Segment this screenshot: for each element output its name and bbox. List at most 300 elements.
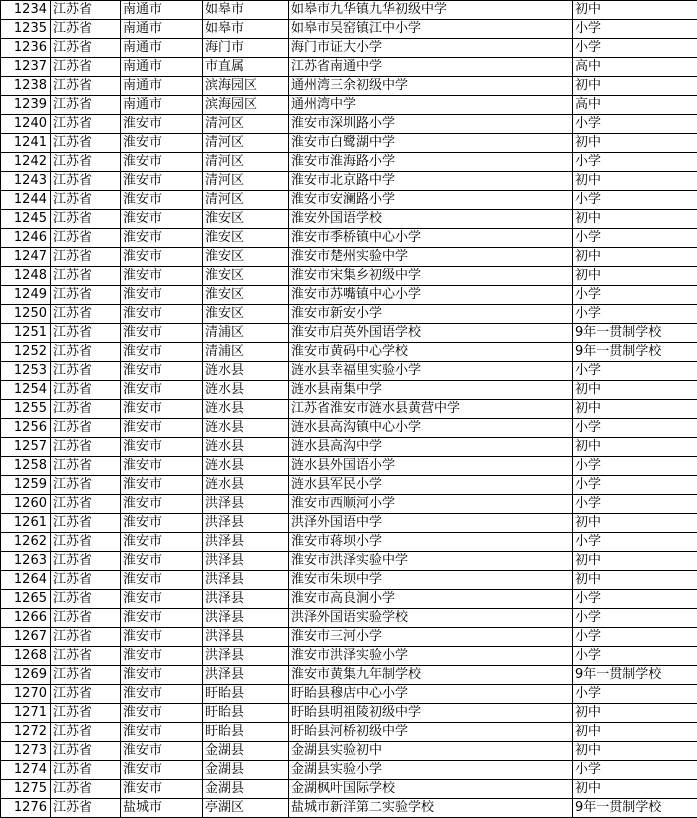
province-cell: 江苏省 xyxy=(51,571,121,590)
province-cell: 江苏省 xyxy=(51,115,121,134)
row-number-cell: 1264 xyxy=(1,571,51,590)
row-number-cell: 1237 xyxy=(1,58,51,77)
city-cell: 南通市 xyxy=(121,77,203,96)
school-name-cell: 江苏省南通中学 xyxy=(289,58,573,77)
school-name-cell: 淮安市淮海路小学 xyxy=(289,153,573,172)
row-number-cell: 1239 xyxy=(1,96,51,115)
school-name-cell: 淮安市洪泽实验小学 xyxy=(289,647,573,666)
row-number-cell: 1271 xyxy=(1,704,51,723)
school-level-cell: 初中 xyxy=(573,571,697,590)
school-level-cell: 小学 xyxy=(573,495,697,514)
province-cell: 江苏省 xyxy=(51,381,121,400)
district-cell: 洪泽县 xyxy=(203,647,289,666)
school-level-cell: 初中 xyxy=(573,172,697,191)
city-cell: 淮安市 xyxy=(121,210,203,229)
city-cell: 淮安市 xyxy=(121,666,203,685)
district-cell: 清河区 xyxy=(203,153,289,172)
province-cell: 江苏省 xyxy=(51,362,121,381)
district-cell: 涟水县 xyxy=(203,438,289,457)
row-number-cell: 1268 xyxy=(1,647,51,666)
city-cell: 淮安市 xyxy=(121,742,203,761)
school-level-cell: 小学 xyxy=(573,628,697,647)
school-name-cell: 海门市证大小学 xyxy=(289,39,573,58)
school-name-cell: 如皋市吴窑镇江中小学 xyxy=(289,20,573,39)
province-cell: 江苏省 xyxy=(51,685,121,704)
province-cell: 江苏省 xyxy=(51,476,121,495)
province-cell: 江苏省 xyxy=(51,419,121,438)
row-number-cell: 1243 xyxy=(1,172,51,191)
school-level-cell: 小学 xyxy=(573,115,697,134)
school-level-cell: 小学 xyxy=(573,39,697,58)
row-number-cell: 1263 xyxy=(1,552,51,571)
district-cell: 洪泽县 xyxy=(203,590,289,609)
district-cell: 金湖县 xyxy=(203,780,289,799)
school-level-cell: 小学 xyxy=(573,286,697,305)
city-cell: 淮安市 xyxy=(121,476,203,495)
school-level-cell: 小学 xyxy=(573,229,697,248)
school-name-cell: 盱眙县河桥初级中学 xyxy=(289,723,573,742)
district-cell: 涟水县 xyxy=(203,419,289,438)
school-level-cell: 小学 xyxy=(573,153,697,172)
city-cell: 淮安市 xyxy=(121,495,203,514)
school-level-cell: 小学 xyxy=(573,476,697,495)
district-cell: 洪泽县 xyxy=(203,495,289,514)
school-level-cell: 初中 xyxy=(573,381,697,400)
city-cell: 淮安市 xyxy=(121,324,203,343)
school-name-cell: 通州湾三余初级中学 xyxy=(289,77,573,96)
table-row xyxy=(1,590,697,609)
province-cell: 江苏省 xyxy=(51,172,121,191)
city-cell: 淮安市 xyxy=(121,248,203,267)
school-name-cell: 金湖县实验初中 xyxy=(289,742,573,761)
school-level-cell: 初中 xyxy=(573,438,697,457)
row-number-cell: 1238 xyxy=(1,77,51,96)
table-row xyxy=(1,742,697,761)
school-level-cell: 初中 xyxy=(573,780,697,799)
city-cell: 淮安市 xyxy=(121,343,203,362)
school-name-cell: 淮安市宋集乡初级中学 xyxy=(289,267,573,286)
row-number-cell: 1269 xyxy=(1,666,51,685)
row-number-cell: 1245 xyxy=(1,210,51,229)
row-number-cell: 1242 xyxy=(1,153,51,172)
table-row xyxy=(1,153,697,172)
district-cell: 洪泽县 xyxy=(203,666,289,685)
school-name-cell: 淮安市黄码中心学校 xyxy=(289,343,573,362)
province-cell: 江苏省 xyxy=(51,77,121,96)
row-number-cell: 1248 xyxy=(1,267,51,286)
province-cell: 江苏省 xyxy=(51,704,121,723)
province-cell: 江苏省 xyxy=(51,761,121,780)
table-row xyxy=(1,704,697,723)
row-number-cell: 1249 xyxy=(1,286,51,305)
city-cell: 淮安市 xyxy=(121,457,203,476)
district-cell: 清浦区 xyxy=(203,324,289,343)
school-name-cell: 淮安市楚州实验中学 xyxy=(289,248,573,267)
district-cell: 如皋市 xyxy=(203,20,289,39)
province-cell: 江苏省 xyxy=(51,39,121,58)
province-cell: 江苏省 xyxy=(51,267,121,286)
city-cell: 淮安市 xyxy=(121,590,203,609)
school-level-cell: 小学 xyxy=(573,457,697,476)
row-number-cell: 1244 xyxy=(1,191,51,210)
school-name-cell: 洪泽外国语实验学校 xyxy=(289,609,573,628)
school-level-cell: 初中 xyxy=(573,704,697,723)
city-cell: 淮安市 xyxy=(121,761,203,780)
province-cell: 江苏省 xyxy=(51,590,121,609)
district-cell: 海门市 xyxy=(203,39,289,58)
district-cell: 亭湖区 xyxy=(203,799,289,818)
city-cell: 淮安市 xyxy=(121,780,203,799)
school-name-cell: 淮安市白鹭湖中学 xyxy=(289,134,573,153)
school-name-cell: 淮安市蒋坝小学 xyxy=(289,533,573,552)
district-cell: 洪泽县 xyxy=(203,514,289,533)
city-cell: 淮安市 xyxy=(121,533,203,552)
province-cell: 江苏省 xyxy=(51,286,121,305)
city-cell: 淮安市 xyxy=(121,267,203,286)
district-cell: 淮安区 xyxy=(203,305,289,324)
table-row xyxy=(1,780,697,799)
row-number-cell: 1253 xyxy=(1,362,51,381)
city-cell: 淮安市 xyxy=(121,571,203,590)
table-row xyxy=(1,457,697,476)
district-cell: 洪泽县 xyxy=(203,628,289,647)
school-name-cell: 淮安市高良涧小学 xyxy=(289,590,573,609)
row-number-cell: 1273 xyxy=(1,742,51,761)
district-cell: 涟水县 xyxy=(203,400,289,419)
province-cell: 江苏省 xyxy=(51,647,121,666)
district-cell: 清河区 xyxy=(203,191,289,210)
table-row xyxy=(1,134,697,153)
city-cell: 南通市 xyxy=(121,1,203,20)
school-level-cell: 初中 xyxy=(573,1,697,20)
row-number-cell: 1259 xyxy=(1,476,51,495)
school-level-cell: 小学 xyxy=(573,305,697,324)
school-name-cell: 涟水县外国语小学 xyxy=(289,457,573,476)
province-cell: 江苏省 xyxy=(51,799,121,818)
row-number-cell: 1272 xyxy=(1,723,51,742)
district-cell: 盱眙县 xyxy=(203,704,289,723)
district-cell: 淮安区 xyxy=(203,248,289,267)
row-number-cell: 1274 xyxy=(1,761,51,780)
district-cell: 盱眙县 xyxy=(203,723,289,742)
row-number-cell: 1275 xyxy=(1,780,51,799)
table-row xyxy=(1,476,697,495)
school-level-cell: 小学 xyxy=(573,590,697,609)
city-cell: 淮安市 xyxy=(121,153,203,172)
table-body xyxy=(1,1,697,818)
province-cell: 江苏省 xyxy=(51,628,121,647)
school-level-cell: 9年一贯制学校 xyxy=(573,666,697,685)
table-row xyxy=(1,267,697,286)
city-cell: 淮安市 xyxy=(121,552,203,571)
row-number-cell: 1254 xyxy=(1,381,51,400)
school-level-cell: 初中 xyxy=(573,210,697,229)
school-level-cell: 小学 xyxy=(573,609,697,628)
school-level-cell: 高中 xyxy=(573,58,697,77)
province-cell: 江苏省 xyxy=(51,438,121,457)
district-cell: 滨海园区 xyxy=(203,96,289,115)
city-cell: 淮安市 xyxy=(121,115,203,134)
school-level-cell: 小学 xyxy=(573,761,697,780)
district-cell: 清河区 xyxy=(203,115,289,134)
province-cell: 江苏省 xyxy=(51,400,121,419)
city-cell: 淮安市 xyxy=(121,172,203,191)
school-name-cell: 江苏省淮安市涟水县黄营中学 xyxy=(289,400,573,419)
province-cell: 江苏省 xyxy=(51,533,121,552)
school-level-cell: 高中 xyxy=(573,96,697,115)
table-row xyxy=(1,324,697,343)
table-row xyxy=(1,305,697,324)
row-number-cell: 1276 xyxy=(1,799,51,818)
school-name-cell: 涟水县幸福里实验小学 xyxy=(289,362,573,381)
province-cell: 江苏省 xyxy=(51,58,121,77)
table-row xyxy=(1,191,697,210)
district-cell: 清浦区 xyxy=(203,343,289,362)
school-level-cell: 小学 xyxy=(573,191,697,210)
city-cell: 淮安市 xyxy=(121,419,203,438)
province-cell: 江苏省 xyxy=(51,134,121,153)
school-name-cell: 淮安市新安小学 xyxy=(289,305,573,324)
table-row xyxy=(1,647,697,666)
table-row xyxy=(1,381,697,400)
district-cell: 如皋市 xyxy=(203,1,289,20)
school-name-cell: 淮安市三河小学 xyxy=(289,628,573,647)
school-name-cell: 涟水县高沟中学 xyxy=(289,438,573,457)
school-name-cell: 涟水县军民小学 xyxy=(289,476,573,495)
table-row xyxy=(1,495,697,514)
school-level-cell: 初中 xyxy=(573,742,697,761)
row-number-cell: 1270 xyxy=(1,685,51,704)
school-level-cell: 初中 xyxy=(573,514,697,533)
row-number-cell: 1247 xyxy=(1,248,51,267)
row-number-cell: 1265 xyxy=(1,590,51,609)
school-name-cell: 金湖县实验小学 xyxy=(289,761,573,780)
row-number-cell: 1262 xyxy=(1,533,51,552)
district-cell: 涟水县 xyxy=(203,476,289,495)
city-cell: 淮安市 xyxy=(121,704,203,723)
city-cell: 南通市 xyxy=(121,39,203,58)
district-cell: 涟水县 xyxy=(203,362,289,381)
table-row xyxy=(1,248,697,267)
district-cell: 洪泽县 xyxy=(203,571,289,590)
province-cell: 江苏省 xyxy=(51,666,121,685)
city-cell: 淮安市 xyxy=(121,514,203,533)
table-row xyxy=(1,400,697,419)
school-name-cell: 淮安市安澜路小学 xyxy=(289,191,573,210)
school-name-cell: 淮安市洪泽实验中学 xyxy=(289,552,573,571)
district-cell: 淮安区 xyxy=(203,229,289,248)
city-cell: 淮安市 xyxy=(121,362,203,381)
city-cell: 淮安市 xyxy=(121,647,203,666)
school-name-cell: 如皋市九华镇九华初级中学 xyxy=(289,1,573,20)
school-level-cell: 小学 xyxy=(573,362,697,381)
district-cell: 淮安区 xyxy=(203,210,289,229)
table-row xyxy=(1,723,697,742)
province-cell: 江苏省 xyxy=(51,552,121,571)
school-level-cell: 9年一贯制学校 xyxy=(573,324,697,343)
city-cell: 盐城市 xyxy=(121,799,203,818)
table-row xyxy=(1,229,697,248)
row-number-cell: 1236 xyxy=(1,39,51,58)
row-number-cell: 1260 xyxy=(1,495,51,514)
school-level-cell: 9年一贯制学校 xyxy=(573,343,697,362)
school-level-cell: 初中 xyxy=(573,77,697,96)
city-cell: 淮安市 xyxy=(121,134,203,153)
district-cell: 淮安区 xyxy=(203,267,289,286)
province-cell: 江苏省 xyxy=(51,723,121,742)
province-cell: 江苏省 xyxy=(51,324,121,343)
city-cell: 南通市 xyxy=(121,96,203,115)
province-cell: 江苏省 xyxy=(51,248,121,267)
row-number-cell: 1250 xyxy=(1,305,51,324)
table-row xyxy=(1,343,697,362)
school-name-cell: 淮安外国语学校 xyxy=(289,210,573,229)
row-number-cell: 1251 xyxy=(1,324,51,343)
school-name-cell: 盐城市新洋第二实验学校 xyxy=(289,799,573,818)
district-cell: 洪泽县 xyxy=(203,609,289,628)
school-name-cell: 淮安市启英外国语学校 xyxy=(289,324,573,343)
city-cell: 淮安市 xyxy=(121,609,203,628)
district-cell: 淮安区 xyxy=(203,286,289,305)
row-number-cell: 1258 xyxy=(1,457,51,476)
school-name-cell: 涟水县高沟镇中心小学 xyxy=(289,419,573,438)
school-name-cell: 淮安市西顺河小学 xyxy=(289,495,573,514)
province-cell: 江苏省 xyxy=(51,495,121,514)
table-row xyxy=(1,799,697,818)
table-row xyxy=(1,666,697,685)
school-name-cell: 淮安市北京路中学 xyxy=(289,172,573,191)
city-cell: 淮安市 xyxy=(121,400,203,419)
school-level-cell: 初中 xyxy=(573,723,697,742)
table-row xyxy=(1,39,697,58)
school-name-cell: 金湖枫叶国际学校 xyxy=(289,780,573,799)
school-name-cell: 淮安市黄集九年制学校 xyxy=(289,666,573,685)
district-cell: 清河区 xyxy=(203,172,289,191)
row-number-cell: 1267 xyxy=(1,628,51,647)
province-cell: 江苏省 xyxy=(51,780,121,799)
table-row xyxy=(1,761,697,780)
table-row xyxy=(1,58,697,77)
city-cell: 淮安市 xyxy=(121,381,203,400)
school-name-cell: 通州湾中学 xyxy=(289,96,573,115)
table-row xyxy=(1,210,697,229)
province-cell: 江苏省 xyxy=(51,343,121,362)
province-cell: 江苏省 xyxy=(51,305,121,324)
school-level-cell: 初中 xyxy=(573,267,697,286)
table-row xyxy=(1,96,697,115)
row-number-cell: 1235 xyxy=(1,20,51,39)
school-name-cell: 涟水县南集中学 xyxy=(289,381,573,400)
school-name-cell: 盱眙县明祖陵初级中学 xyxy=(289,704,573,723)
school-level-cell: 小学 xyxy=(573,20,697,39)
school-level-cell: 初中 xyxy=(573,552,697,571)
province-cell: 江苏省 xyxy=(51,457,121,476)
school-level-cell: 小学 xyxy=(573,685,697,704)
district-cell: 洪泽县 xyxy=(203,533,289,552)
city-cell: 淮安市 xyxy=(121,628,203,647)
table-row xyxy=(1,533,697,552)
school-level-cell: 9年一贯制学校 xyxy=(573,799,697,818)
school-name-cell: 淮安市朱坝中学 xyxy=(289,571,573,590)
row-number-cell: 1246 xyxy=(1,229,51,248)
school-level-cell: 小学 xyxy=(573,647,697,666)
school-level-cell: 小学 xyxy=(573,533,697,552)
school-name-cell: 淮安市季桥镇中心小学 xyxy=(289,229,573,248)
district-cell: 盱眙县 xyxy=(203,685,289,704)
district-cell: 涟水县 xyxy=(203,381,289,400)
city-cell: 淮安市 xyxy=(121,723,203,742)
school-level-cell: 初中 xyxy=(573,248,697,267)
table-row xyxy=(1,20,697,39)
city-cell: 南通市 xyxy=(121,58,203,77)
table-row xyxy=(1,172,697,191)
table-row xyxy=(1,685,697,704)
province-cell: 江苏省 xyxy=(51,1,121,20)
city-cell: 淮安市 xyxy=(121,685,203,704)
school-name-cell: 洪泽外国语中学 xyxy=(289,514,573,533)
row-number-cell: 1257 xyxy=(1,438,51,457)
row-number-cell: 1241 xyxy=(1,134,51,153)
table-row xyxy=(1,286,697,305)
province-cell: 江苏省 xyxy=(51,153,121,172)
table-row xyxy=(1,1,697,20)
province-cell: 江苏省 xyxy=(51,191,121,210)
school-level-cell: 初中 xyxy=(573,400,697,419)
province-cell: 江苏省 xyxy=(51,20,121,39)
city-cell: 淮安市 xyxy=(121,229,203,248)
school-level-cell: 小学 xyxy=(573,419,697,438)
table-row xyxy=(1,552,697,571)
table-row xyxy=(1,77,697,96)
table-row xyxy=(1,115,697,134)
table-row xyxy=(1,514,697,533)
school-name-cell: 盱眙县穆店中心小学 xyxy=(289,685,573,704)
city-cell: 淮安市 xyxy=(121,286,203,305)
table-row xyxy=(1,571,697,590)
province-cell: 江苏省 xyxy=(51,229,121,248)
row-number-cell: 1256 xyxy=(1,419,51,438)
city-cell: 南通市 xyxy=(121,20,203,39)
city-cell: 淮安市 xyxy=(121,191,203,210)
district-cell: 清河区 xyxy=(203,134,289,153)
school-name-cell: 淮安市苏嘴镇中心小学 xyxy=(289,286,573,305)
table-row xyxy=(1,609,697,628)
district-cell: 滨海园区 xyxy=(203,77,289,96)
district-cell: 洪泽县 xyxy=(203,552,289,571)
province-cell: 江苏省 xyxy=(51,96,121,115)
row-number-cell: 1261 xyxy=(1,514,51,533)
row-number-cell: 1234 xyxy=(1,1,51,20)
row-number-cell: 1252 xyxy=(1,343,51,362)
province-cell: 江苏省 xyxy=(51,742,121,761)
city-cell: 淮安市 xyxy=(121,305,203,324)
school-level-cell: 初中 xyxy=(573,134,697,153)
province-cell: 江苏省 xyxy=(51,514,121,533)
city-cell: 淮安市 xyxy=(121,438,203,457)
district-cell: 金湖县 xyxy=(203,761,289,780)
province-cell: 江苏省 xyxy=(51,210,121,229)
table-row xyxy=(1,438,697,457)
district-cell: 市直属 xyxy=(203,58,289,77)
table-row xyxy=(1,419,697,438)
district-cell: 涟水县 xyxy=(203,457,289,476)
table-row xyxy=(1,362,697,381)
province-cell: 江苏省 xyxy=(51,609,121,628)
district-cell: 金湖县 xyxy=(203,742,289,761)
row-number-cell: 1266 xyxy=(1,609,51,628)
row-number-cell: 1240 xyxy=(1,115,51,134)
table-row xyxy=(1,628,697,647)
